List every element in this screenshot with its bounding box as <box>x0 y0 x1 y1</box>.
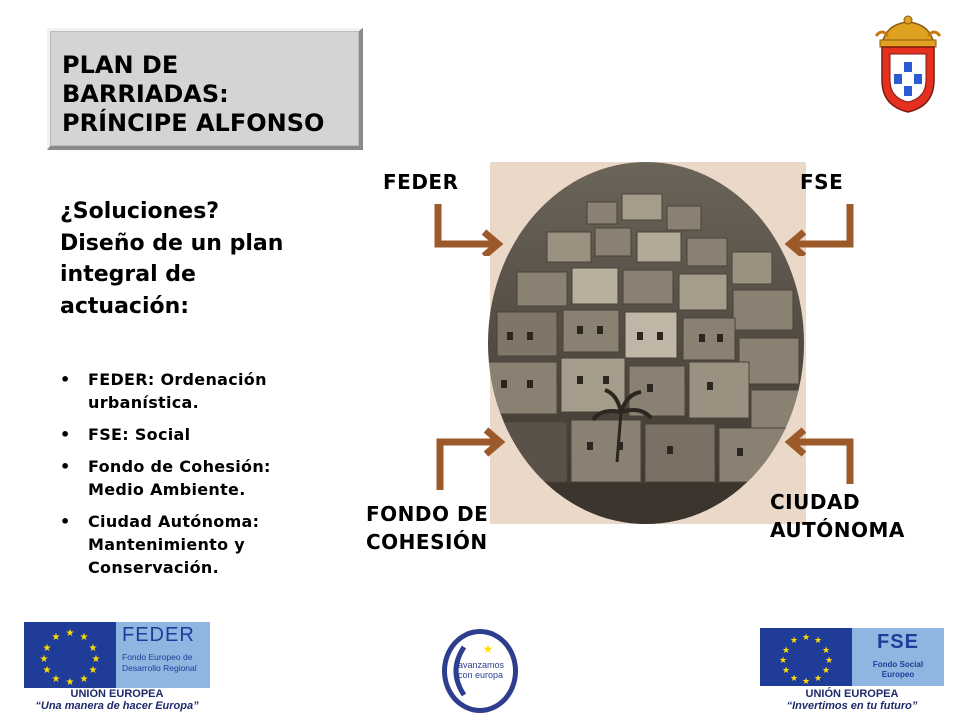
arrow-ciudad-icon <box>784 426 860 486</box>
title-line-2: BARRIADAS: <box>62 80 229 108</box>
bullet-icon: • <box>60 512 71 531</box>
svg-text:★: ★ <box>789 636 799 646</box>
svg-text:★: ★ <box>65 628 75 639</box>
svg-text:★: ★ <box>482 642 494 656</box>
svg-text:★: ★ <box>88 643 98 654</box>
slide-title <box>62 51 324 138</box>
svg-text:★: ★ <box>91 654 101 665</box>
svg-text:★: ★ <box>813 636 823 646</box>
question-line-4: actuación: <box>60 293 190 319</box>
feder-logo-text: FEDER Fondo Europeo de Desarrollo Regional <box>122 624 197 673</box>
svg-text:★: ★ <box>789 674 799 684</box>
arrow-feder-icon <box>428 200 504 256</box>
svg-text:★: ★ <box>79 632 89 643</box>
center-logo-text: avanzamos con europa <box>458 660 505 680</box>
question-line-1: ¿Soluciones? <box>60 199 220 224</box>
fse-logo-text: FSE Fondo Social Europeo <box>872 631 924 679</box>
question-heading <box>60 196 340 322</box>
svg-text:★: ★ <box>781 646 791 656</box>
title-line-1: PLAN DE <box>62 51 179 79</box>
label-fondo-cohesion: FONDO DE COHESIÓN <box>366 502 489 554</box>
svg-text:★: ★ <box>824 656 834 666</box>
list-item: • FSE: Social <box>60 425 191 444</box>
list-item: • Fondo de Cohesión: Medio Ambiente. <box>60 457 271 499</box>
svg-text:★: ★ <box>88 665 98 676</box>
fse-caption: UNIÓN EUROPEA “Invertimos en tu futuro” <box>786 688 918 712</box>
bullet-list <box>56 368 326 588</box>
svg-text:★: ★ <box>801 633 811 643</box>
svg-text:★: ★ <box>51 632 61 643</box>
svg-text:★: ★ <box>39 654 49 665</box>
label-fse: FSE <box>800 170 844 194</box>
svg-text:★: ★ <box>65 677 75 688</box>
coat-of-arms-icon <box>872 14 944 114</box>
bullet-icon: • <box>60 425 71 444</box>
question-line-2: Diseño de un plan <box>60 230 284 256</box>
arrow-fondo-icon <box>430 426 506 492</box>
svg-text:★: ★ <box>42 643 52 654</box>
svg-text:★: ★ <box>821 646 831 656</box>
label-ciudad-autonoma: CIUDAD AUTÓNOMA <box>770 490 905 542</box>
svg-text:★: ★ <box>778 656 788 666</box>
svg-text:★: ★ <box>813 674 823 684</box>
list-item: • FEDER: Ordenación urbanística. <box>60 370 267 412</box>
bullet-icon: • <box>60 457 71 476</box>
label-feder: FEDER <box>383 170 459 194</box>
question-line-3: integral de <box>60 262 196 287</box>
list-item: • Ciudad Autónoma: Mantenimiento y Conservación. <box>60 512 260 577</box>
svg-text:★: ★ <box>821 666 831 676</box>
title-line-3: PRÍNCIPE ALFONSO <box>62 109 325 137</box>
svg-text:★: ★ <box>42 665 52 676</box>
neighbourhood-photo <box>487 162 805 524</box>
arrow-fse-icon <box>784 200 860 256</box>
svg-text:★: ★ <box>51 674 61 685</box>
svg-text:★: ★ <box>79 674 89 685</box>
feder-caption: UNIÓN EUROPEA “Una manera de hacer Europa” <box>35 688 199 712</box>
bullet-icon: • <box>60 370 71 389</box>
svg-text:★: ★ <box>781 666 791 676</box>
title-box <box>47 28 363 150</box>
svg-text:★: ★ <box>801 677 811 686</box>
